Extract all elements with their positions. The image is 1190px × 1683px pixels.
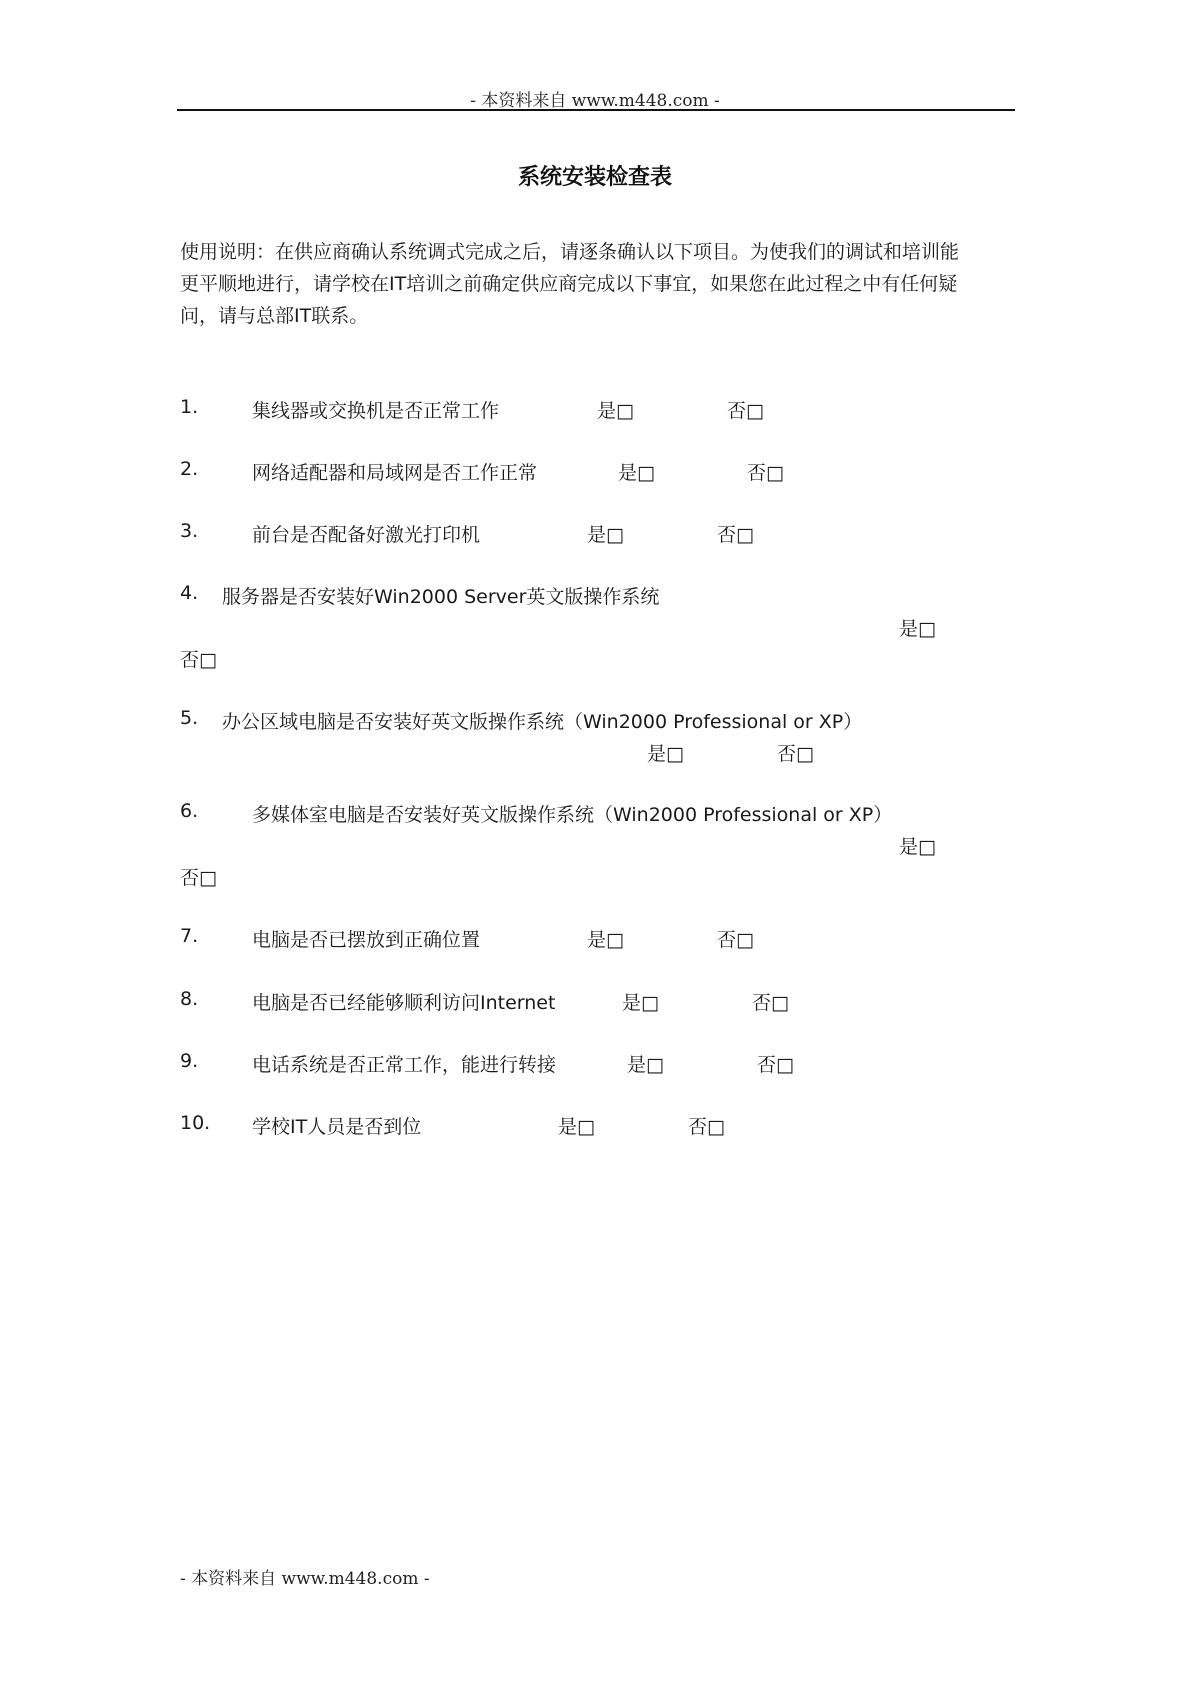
header-rule — [177, 109, 1015, 111]
no-checkbox[interactable]: 否□ — [757, 1054, 794, 1076]
document-title: 系统安装检查表 — [517, 165, 672, 190]
item-number: 9. — [180, 1050, 199, 1072]
item-text: 电脑是否已摆放到正确位置 — [252, 929, 481, 951]
yes-checkbox[interactable]: 是□ — [899, 836, 936, 858]
no-checkbox[interactable]: 否□ — [180, 867, 217, 889]
yes-checkbox[interactable]: 是□ — [558, 1116, 595, 1138]
item-number: 4. — [180, 582, 199, 604]
no-checkbox[interactable]: 否□ — [688, 1116, 725, 1138]
page-footer: - 本资料来自 www.m448.com - — [180, 1569, 430, 1589]
item-number: 1. — [180, 396, 199, 418]
yes-checkbox[interactable]: 是□ — [618, 462, 655, 484]
yes-checkbox[interactable]: 是□ — [899, 618, 936, 640]
item-text: 电脑是否已经能够顺利访问Internet — [252, 992, 556, 1014]
item-text: 网络适配器和局域网是否工作正常 — [252, 462, 538, 484]
page-header: - 本资料来自 www.m448.com - — [470, 91, 720, 111]
no-checkbox[interactable]: 否□ — [727, 400, 764, 422]
no-checkbox[interactable]: 否□ — [777, 743, 814, 765]
yes-checkbox[interactable]: 是□ — [622, 992, 659, 1014]
item-number: 3. — [180, 520, 199, 542]
yes-checkbox[interactable]: 是□ — [647, 743, 684, 765]
item-number: 5. — [180, 707, 199, 729]
yes-checkbox[interactable]: 是□ — [587, 929, 624, 951]
instructions-line-2: 更平顺地进行，请学校在IT培训之前确定供应商完成以下事宜，如果您在此过程之中有任何疑 — [180, 273, 958, 295]
item-number: 2. — [180, 458, 199, 480]
item-text: 多媒体室电脑是否安装好英文版操作系统（Win2000 Professional or XP） — [252, 804, 893, 826]
yes-checkbox[interactable]: 是□ — [627, 1054, 664, 1076]
item-text: 集线器或交换机是否正常工作 — [252, 400, 500, 422]
item-text: 前台是否配备好激光打印机 — [252, 524, 481, 546]
instructions-paragraph — [180, 236, 1020, 332]
item-text: 电话系统是否正常工作，能进行转接 — [252, 1054, 557, 1076]
item-number: 8. — [180, 988, 199, 1010]
yes-checkbox[interactable]: 是□ — [587, 524, 624, 546]
instructions-line-3: 问，请与总部IT联系。 — [180, 305, 369, 327]
item-number: 6. — [180, 800, 199, 822]
no-checkbox[interactable]: 否□ — [180, 649, 217, 671]
instructions-line-1: 使用说明：在供应商确认系统调式完成之后，请逐条确认以下项目。为使我们的调试和培训能 — [180, 241, 960, 263]
no-checkbox[interactable]: 否□ — [752, 992, 789, 1014]
yes-checkbox[interactable]: 是□ — [597, 400, 634, 422]
item-text: 办公区域电脑是否安装好英文版操作系统（Win2000 Professional or XP） — [222, 711, 863, 733]
item-text: 服务器是否安装好Win2000 Server英文版操作系统 — [222, 586, 660, 608]
item-number: 7. — [180, 925, 199, 947]
item-number: 10. — [180, 1112, 211, 1134]
no-checkbox[interactable]: 否□ — [717, 929, 754, 951]
no-checkbox[interactable]: 否□ — [747, 462, 784, 484]
item-text: 学校IT人员是否到位 — [252, 1116, 422, 1138]
no-checkbox[interactable]: 否□ — [717, 524, 754, 546]
